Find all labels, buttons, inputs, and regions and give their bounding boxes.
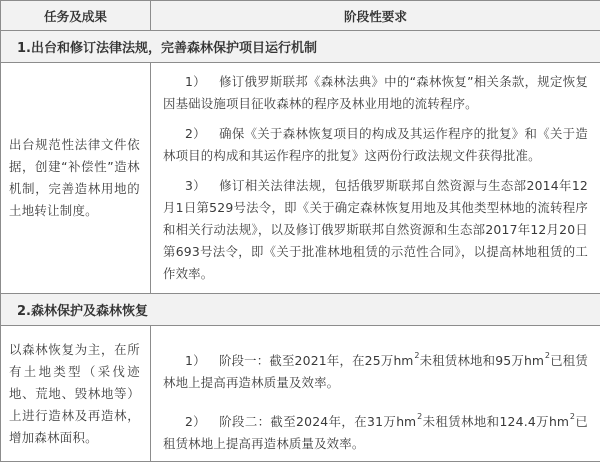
header-stage: 阶段性要求 — [151, 1, 600, 31]
unit-hectare: hm — [393, 352, 414, 368]
task-cell-2: 以森林恢复为主，在所有土地类型（采伐迹地、荒地、毁林地等）上进行造林及再造林，增加森林面积。 — [1, 326, 151, 462]
requirements-cell-2 — [151, 326, 600, 462]
superscript: 2 — [414, 350, 420, 360]
requirement-item — [163, 345, 588, 394]
item-text: 已租赁林地上提高再造林质量及效率。 — [163, 352, 588, 390]
task-cell-1: 出台规范性法律文件依据，创建“补偿性”造林机制，完善造林用地的土地转让制度。 — [1, 63, 151, 294]
section-row-1 — [1, 31, 600, 63]
item-number: 2） — [185, 413, 206, 429]
header-task: 任务及成果 — [1, 1, 151, 31]
requirement-item — [163, 71, 588, 115]
item-text: 阶段一：截至2021年，在25万 — [219, 352, 394, 368]
requirement-item — [163, 175, 588, 285]
superscript: 2 — [544, 350, 551, 360]
requirements-cell-1 — [151, 63, 600, 294]
section-row-2 — [1, 294, 600, 326]
superscript: 2 — [569, 411, 576, 421]
content-row-2 — [1, 326, 600, 462]
item-text: 修订相关法律法规，包括俄罗斯联邦自然资源与生态部2014年12月1日第529号法令，即《关于确定森林恢复用地及其他类型林地的流转程序和相关行动法规》，以及修订俄罗斯联邦自然资源和生态部2017年12月20日第693号法令，即《关于批准林地租赁的示范性合同》，以提高林地租赁的工作效率。 — [163, 178, 588, 281]
section-title-1: 1.出台和修订法律法规，完善森林保护项目运行机制 — [1, 31, 600, 63]
header-row — [1, 1, 600, 31]
item-number: 3） — [185, 178, 206, 193]
unit-hectare: hm — [396, 413, 417, 429]
superscript: 2 — [417, 411, 423, 421]
section-title-2: 2.森林保护及森林恢复 — [1, 294, 600, 326]
requirement-item — [163, 406, 588, 455]
item-number: 1） — [185, 352, 206, 368]
requirement-item — [163, 123, 588, 167]
item-text: 已租赁林地上提高再造林质量及效率。 — [163, 413, 589, 451]
item-text: 阶段二：截至2024年，在31万 — [219, 413, 397, 429]
item-text: 未租赁林地和124.4万 — [422, 413, 549, 429]
item-number: 2） — [185, 126, 206, 141]
item-text: 未租赁林地和95万 — [419, 352, 524, 368]
item-text: 修订俄罗斯联邦《森林法典》中的“森林恢复”相关条款，规定恢复因基础设施项目征收森林的程序及林业用地的流转程序。 — [163, 74, 588, 111]
content-row-1 — [1, 63, 600, 294]
unit-hectare: hm — [523, 352, 544, 368]
item-text: 确保《关于森林恢复项目的构成及其运作程序的批复》和《关于造林项目的构成和其运作程序的批复》这两份行政法规文件获得批准。 — [163, 126, 588, 163]
item-number: 1） — [185, 74, 206, 89]
unit-hectare: hm — [548, 413, 569, 429]
